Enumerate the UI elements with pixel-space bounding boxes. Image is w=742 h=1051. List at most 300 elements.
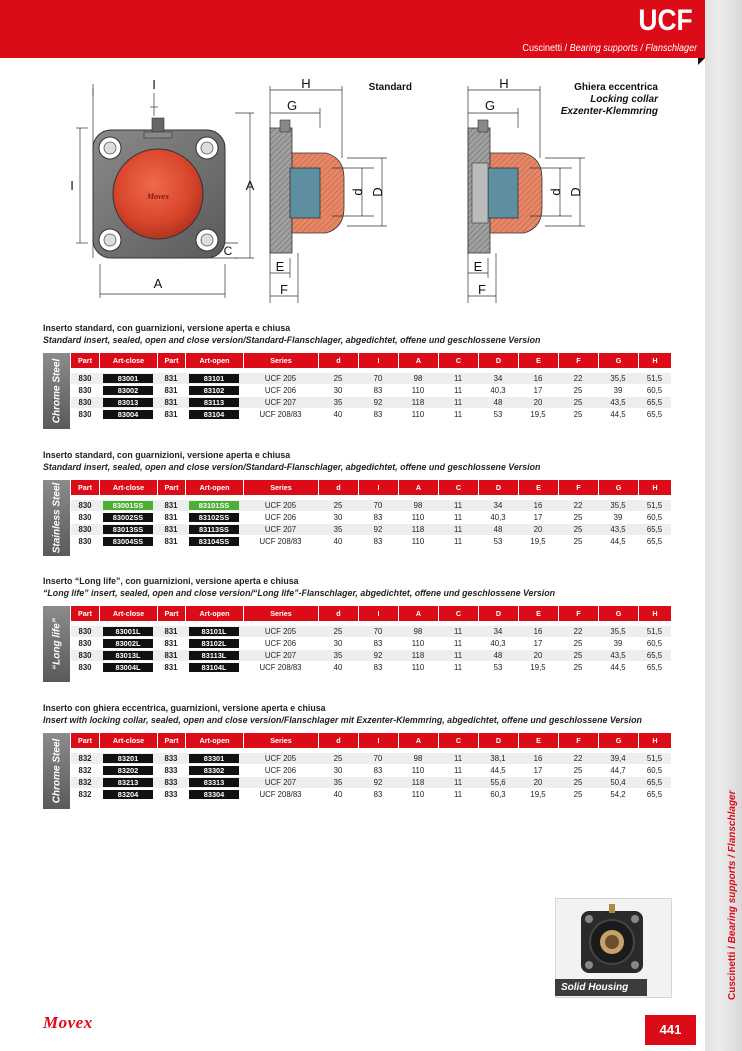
column-header: I [358,733,398,748]
art-open-code: 83313 [189,778,239,787]
art-open-code: 83102 [189,386,239,395]
column-header: A [398,480,438,495]
table-cell: 830 [78,537,92,546]
table-cell: 17 [533,766,543,775]
dim-I-top: I [152,77,156,92]
table-cell: 92 [373,398,383,407]
table-cell: 98 [413,374,423,383]
column-header: I [358,606,398,621]
table-cell: 22 [573,754,583,763]
table-cell: 831 [164,398,178,407]
housing-brand-text: Movex [146,192,170,201]
column-header: F [558,480,598,495]
table-cell: 22 [573,501,583,510]
table-cell: 833 [164,766,178,775]
table-cell: 830 [78,398,92,407]
column-header: E [518,480,558,495]
table-cell: 831 [164,501,178,510]
art-close-code: 83001 [103,374,153,383]
dim-D-eccentric: D [568,187,583,197]
column-header: Art-close [99,353,157,368]
table-cell: 25 [573,651,583,660]
table-cell: UCF 208/83 [259,410,302,419]
art-open-code: 83302 [189,766,239,775]
column-header: D [478,480,518,495]
column-header: I [358,480,398,495]
table-cell: 832 [78,754,92,763]
page-header [0,0,705,58]
table-cell: 17 [533,639,543,648]
table-cell: 34 [493,501,503,510]
column-header: F [558,606,598,621]
column-header: d [318,353,358,368]
column-header: Art-open [185,353,243,368]
table-cell: UCF 206 [264,766,297,775]
column-header: Series [243,606,318,621]
table-cell: 25 [333,754,343,763]
table-cell: 65,5 [646,410,663,419]
table-cell: 11 [453,374,463,383]
column-header: Series [243,480,318,495]
column-header: G [598,606,638,621]
table-cell: 20 [533,778,543,787]
table-cell: 65,5 [646,651,663,660]
table-cell: 25 [573,778,583,787]
dim-d-standard: d [350,188,365,196]
dim-d-eccentric: d [548,188,563,196]
table-cell: 25 [573,513,583,522]
table-cell: 51,5 [646,754,663,763]
table-row [71,373,671,384]
table-cell: 118 [411,398,425,407]
column-header: D [478,733,518,748]
table-cell: 35,5 [610,374,626,383]
table-cell: 44,5 [490,766,506,775]
table-cell: 830 [78,513,92,522]
table-row [71,765,671,776]
table-cell: 20 [533,525,543,534]
standard-section-drawing [262,68,412,308]
table-cell: 83 [373,766,383,775]
eccentric-label: Ghiera eccentrica Locking collar Exzenter-Klemmring [560,82,658,117]
table-cell: 832 [78,778,92,787]
table-cell: 118 [411,778,425,787]
art-close-code: 83013L [103,651,153,660]
table-cell: 831 [164,627,178,636]
column-header: Series [243,353,318,368]
section-subtitle: Standard insert, sealed, open and close version/Standard-Flanschlager, abgedichtet, offene und geschlossene Version [43,335,541,346]
table-row [71,638,671,649]
table-cell: 110 [411,410,425,419]
table-cell: 48 [493,525,503,534]
table-row [71,777,671,788]
table-cell: 30 [333,513,343,522]
table-cell: 35 [333,778,343,787]
art-open-code: 83102L [189,639,239,648]
section-title: Inserto “Long life”, con guarnizioni, versione aperta e chiusa [43,576,299,587]
table-cell: 830 [78,386,92,395]
table-cell: 110 [411,639,425,648]
dim-G-eccentric: G [484,98,496,113]
table-cell: 92 [373,651,383,660]
column-header: d [318,733,358,748]
table-cell: 832 [78,790,92,799]
table-cell: 98 [413,501,423,510]
column-header: Art-open [185,606,243,621]
table-cell: 831 [164,513,178,522]
column-header: A [398,733,438,748]
table-cell: 833 [164,790,178,799]
table-cell: 40,3 [490,513,506,522]
art-close-code: 83001L [103,627,153,636]
table-cell: 53 [493,410,503,419]
side-label: Cuscinetti / Bearing supports / Flanschlager [727,790,738,1000]
table-cell: 110 [411,513,425,522]
table-cell: 70 [373,501,383,510]
material-label: “Long life” [51,618,62,670]
product-code: UCF [638,4,693,37]
column-header: G [598,480,638,495]
column-header: D [478,606,518,621]
column-header: Part [157,353,185,368]
table-cell: 54,2 [610,790,626,799]
table-cell: 11 [453,778,463,787]
table-cell: 25 [573,639,583,648]
column-header: G [598,733,638,748]
table-cell: 48 [493,398,503,407]
column-header: Art-close [99,480,157,495]
column-header: Part [78,736,92,745]
table-cell: 16 [533,754,543,763]
table-cell: 22 [573,374,583,383]
table-cell: 65,5 [646,525,663,534]
table-cell: 44,7 [610,766,626,775]
column-header: d [318,480,358,495]
table-cell: 831 [164,410,178,419]
table-cell: 83 [373,513,383,522]
table-cell: UCF 205 [264,374,297,383]
art-close-code: 83013 [103,398,153,407]
table-cell: 831 [164,537,178,546]
art-close-code: 83002SS [103,513,153,522]
table-cell: 35 [333,651,343,660]
table-row [71,512,671,523]
column-header: E [518,353,558,368]
table-header [71,353,671,368]
table-cell: 830 [78,663,92,672]
table-row [71,662,671,673]
art-open-code: 83304 [189,790,239,799]
table-cell: 43,5 [610,525,626,534]
table-cell: 83 [373,663,383,672]
material-tab [43,606,70,682]
art-close-code: 83002L [103,639,153,648]
table-cell: 98 [413,627,423,636]
table-cell: 22 [573,627,583,636]
dim-H-standard: H [301,76,311,91]
dim-I-left: I [70,178,74,193]
art-open-code: 83113 [189,398,239,407]
table-cell: 831 [164,374,178,383]
table-row [71,626,671,637]
table-cell: 39,4 [610,754,626,763]
art-open-code: 83104SS [189,537,239,546]
art-open-code: 83113SS [189,525,239,534]
table-cell: 34 [493,374,503,383]
table-cell: 830 [78,501,92,510]
page-number: 441 [645,1015,696,1045]
table-cell: 30 [333,386,343,395]
table-row [71,409,671,420]
column-header: A [398,353,438,368]
dim-F-eccentric: F [478,282,486,297]
table-row [71,650,671,661]
table-cell: 35,5 [610,501,626,510]
column-header: C [438,480,478,495]
table-cell: 831 [164,651,178,660]
art-open-code: 83104 [189,410,239,419]
table-cell: 11 [453,639,463,648]
column-header: Art-open [185,480,243,495]
table-cell: UCF 208/83 [259,790,302,799]
table-cell: 83 [373,386,383,395]
table-cell: UCF 206 [264,386,297,395]
dim-A-right: A [245,178,255,193]
material-label: Stainless Steel [51,482,62,554]
column-header: F [558,353,598,368]
table-cell: 11 [453,398,463,407]
table-cell: 44,5 [610,410,626,419]
column-header: Part [78,483,92,492]
section-title: Inserto con ghiera eccentrica, guarnizioni, versione aperta e chiusa [43,703,326,714]
table-cell: 25 [333,627,343,636]
table-cell: 110 [411,790,425,799]
table-cell: 51,5 [646,627,663,636]
table-cell: UCF 206 [264,513,297,522]
table-cell: 16 [533,374,543,383]
material-tab [43,480,70,556]
movex-logo: Movex [43,1013,93,1032]
column-header: A [398,606,438,621]
table-cell: 16 [533,627,543,636]
material-label: Chrome Steel [51,738,62,804]
table-row [71,397,671,408]
column-header: D [478,353,518,368]
table-cell: 20 [533,398,543,407]
table-cell: 92 [373,778,383,787]
table-cell: 118 [411,525,425,534]
table-cell: 35 [333,525,343,534]
table-cell: 25 [573,386,583,395]
table-cell: 19,5 [530,790,546,799]
section-title: Inserto standard, con guarnizioni, versione aperta e chiusa [43,323,291,334]
art-close-code: 83013SS [103,525,153,534]
table-cell: 17 [533,386,543,395]
column-header: C [438,606,478,621]
column-header: Series [243,733,318,748]
column-header: H [638,353,671,368]
table-cell: 65,5 [646,663,663,672]
dim-G-standard: G [286,98,298,113]
table-cell: 20 [533,651,543,660]
section-title: Inserto standard, con guarnizioni, versione aperta e chiusa [43,450,291,461]
table-cell: 11 [453,790,463,799]
table-cell: 60,3 [490,790,506,799]
table-cell: 25 [573,410,583,419]
column-header: Part [78,356,92,365]
dim-C: C [223,244,233,258]
table-cell: 831 [164,386,178,395]
table-cell: 831 [164,525,178,534]
art-open-code: 83101L [189,627,239,636]
table-cell: 19,5 [530,537,546,546]
column-header: d [318,606,358,621]
art-close-code: 83002 [103,386,153,395]
table-cell: 39 [613,386,623,395]
table-header [71,733,671,748]
table-cell: 83 [373,537,383,546]
table-cell: UCF 208/83 [259,537,302,546]
table-row [71,500,671,511]
table-cell: 110 [411,386,425,395]
dim-E-eccentric: E [473,259,483,274]
table-cell: 34 [493,627,503,636]
material-tab [43,353,70,429]
table-cell: 25 [333,374,343,383]
table-cell: 110 [411,537,425,546]
table-cell: 25 [333,501,343,510]
table-cell: 65,5 [646,398,663,407]
table-cell: 11 [453,651,463,660]
table-cell: 25 [573,525,583,534]
table-cell: 39 [613,513,623,522]
table-cell: 11 [453,513,463,522]
table-cell: 53 [493,537,503,546]
table-cell: 11 [453,386,463,395]
dim-D-standard: D [370,187,385,197]
column-header: Part [78,609,92,618]
section-subtitle: Standard insert, sealed, open and close version/Standard-Flanschlager, abgedichtet, offene und geschlossene Version [43,462,541,473]
header-subtitle: Cuscinetti / Bearing supports / Flanschlager [522,42,697,54]
table-cell: 833 [164,778,178,787]
table-header [71,480,671,495]
table-row [71,524,671,535]
table-cell: 830 [78,639,92,648]
art-close-code: 83004 [103,410,153,419]
table-cell: 60,5 [646,639,663,648]
table-cell: 50,4 [610,778,626,787]
art-close-code: 83204 [103,790,153,799]
column-header: F [558,733,598,748]
column-header: H [638,606,671,621]
art-open-code: 83113L [189,651,239,660]
table-cell: 35,5 [610,627,626,636]
table-cell: 19,5 [530,663,546,672]
table-cell: UCF 208/83 [259,663,302,672]
table-cell: 25 [573,790,583,799]
table-header [71,606,671,621]
table-cell: 60,5 [646,513,663,522]
table-cell: 40,3 [490,639,506,648]
table-cell: 11 [453,766,463,775]
dim-A-bottom: A [153,276,163,291]
art-close-code: 83213 [103,778,153,787]
art-open-code: 83102SS [189,513,239,522]
table-cell: UCF 205 [264,754,297,763]
table-cell: 83 [373,790,383,799]
table-cell: 65,5 [646,790,663,799]
table-cell: 51,5 [646,501,663,510]
table-cell: UCF 206 [264,639,297,648]
table-cell: 70 [373,627,383,636]
table-cell: 11 [453,525,463,534]
table-cell: 25 [573,398,583,407]
table-cell: 40 [333,790,343,799]
table-cell: 830 [78,410,92,419]
column-header: C [438,353,478,368]
table-cell: 48 [493,651,503,660]
table-cell: 40,3 [490,386,506,395]
table-cell: 832 [78,766,92,775]
table-cell: 70 [373,374,383,383]
table-cell: 19,5 [530,410,546,419]
column-header: E [518,733,558,748]
dim-H-eccentric: H [499,76,509,91]
table-cell: 40 [333,663,343,672]
table-cell: 830 [78,525,92,534]
table-cell: 11 [453,501,463,510]
table-cell: 98 [413,754,423,763]
table-cell: 83 [373,410,383,419]
table-cell: UCF 207 [264,398,297,407]
table-cell: 60,5 [646,386,663,395]
solid-housing-label: Solid Housing [555,979,647,996]
table-cell: 55,6 [490,778,506,787]
art-close-code: 83201 [103,754,153,763]
table-cell: 92 [373,525,383,534]
table-cell: 70 [373,754,383,763]
column-header: G [598,353,638,368]
front-view-drawing [60,68,260,308]
table-cell: 830 [78,651,92,660]
table-cell: UCF 207 [264,651,297,660]
section-subtitle: Insert with locking collar, sealed, open and close version/Flanschlager mit Exzenter-Klemmring, abgedichtet, offene und geschlossene Version [43,715,642,726]
column-header: H [638,733,671,748]
column-header: Part [157,606,185,621]
table-cell: 11 [453,754,463,763]
column-header: H [638,480,671,495]
table-cell: 831 [164,663,178,672]
table-row [71,385,671,396]
column-header: C [438,733,478,748]
table-row [71,789,671,800]
table-cell: 44,5 [610,537,626,546]
art-open-code: 83101 [189,374,239,383]
table-cell: 83 [373,639,383,648]
table-cell: 110 [411,766,425,775]
table-cell: 831 [164,639,178,648]
table-cell: 65,5 [646,537,663,546]
table-cell: 60,5 [646,766,663,775]
table-cell: 53 [493,663,503,672]
column-header: Art-close [99,733,157,748]
table-cell: 44,5 [610,663,626,672]
material-label: Chrome Steel [51,358,62,424]
table-cell: 830 [78,627,92,636]
table-cell: 11 [453,537,463,546]
dim-F-standard: F [280,282,288,297]
section-subtitle: “Long life” insert, sealed, open and close version/“Long life”-Flanschlager, abgedichtet, offene und geschlossene Version [43,588,556,599]
